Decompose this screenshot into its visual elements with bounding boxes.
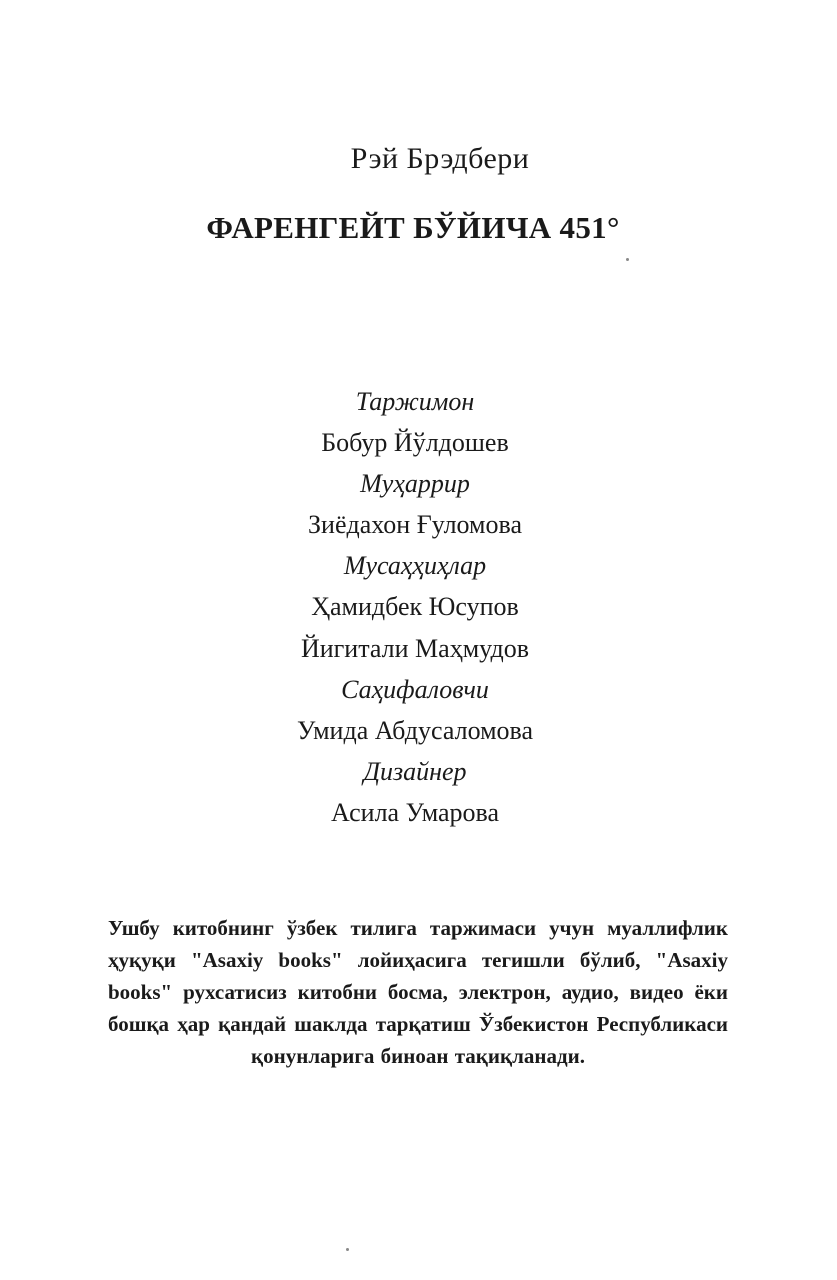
scan-speck [346,1248,349,1251]
credit-translator [0,382,830,464]
book-author: Рэй Брэдбери [350,142,530,175]
credit-role: Дизайнер [363,757,467,786]
credit-proofreaders [0,546,830,670]
credit-editor [0,464,830,546]
credit-role: Муҳаррир [360,469,470,498]
credit-role: Саҳифаловчи [341,675,489,704]
credit-person: Ҳамидбек Юсупов [311,592,519,621]
credit-layout [0,670,830,752]
credits-list [0,382,830,834]
credit-person: Бобур Йўлдошев [321,428,509,457]
credit-person: Асила Умарова [330,798,499,827]
credit-role: Мусаҳҳиҳлар [343,551,487,580]
book-title: ФАРЕНГЕЙТ БЎЙИЧА 451° [206,210,620,245]
copyright-notice: Ушбу китобнинг ўзбек тилига таржимаси учун муаллифлик ҳуқуқи "Asaxiy books" лойиҳасига тегишли бўлиб, "Asaxiy books" рухсатисиз китобни босма, электрон, аудио, видео ёки бошқа ҳар қандай шаклда тарқатиш Ўзбекистон Республикаси қонунларига биноан тақиқланади. [108,916,728,1068]
credit-person: Умида Абдусаломова [296,716,534,745]
credit-person: Йигитали Маҳмудов [300,634,530,663]
credit-person: Зиёдахон Ғуломова [308,510,522,539]
credit-role: Таржимон [355,387,475,416]
scan-speck [626,258,629,261]
credit-designer [0,752,830,834]
